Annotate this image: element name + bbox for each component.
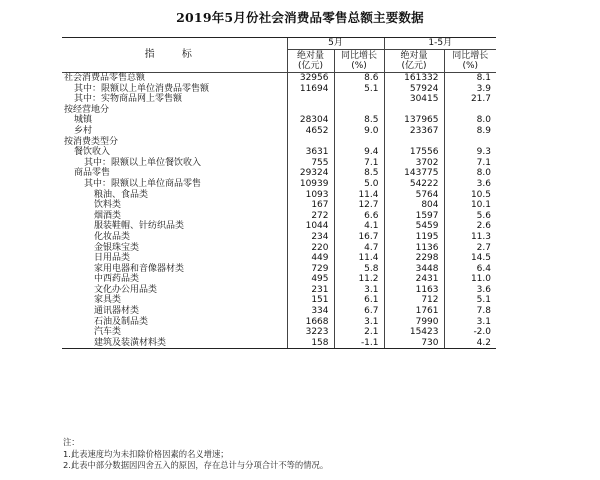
ytd-growth: 2.7	[444, 243, 496, 254]
may-value	[287, 105, 334, 116]
may-growth: 12.7	[334, 200, 384, 211]
may-value: 495	[287, 274, 334, 285]
footnote-2: 2.此表中部分数据因四舍五入的原因，存在总计与分项合计不等的情况。	[63, 460, 329, 470]
period-may-header: 5月	[287, 38, 384, 50]
row-label: 其中：限额以上单位餐饮收入	[84, 157, 202, 168]
may-growth: 8.6	[334, 73, 384, 84]
row-label: 通讯器材类	[94, 306, 140, 317]
ytd-growth: 5.6	[444, 211, 496, 222]
table-row	[62, 179, 496, 190]
may-value: 234	[287, 232, 334, 243]
ytd-value: 17556	[384, 147, 444, 158]
may-value: 167	[287, 200, 334, 211]
may-growth: 7.1	[334, 158, 384, 169]
yoy-header: 同比增长 (%)	[444, 50, 496, 73]
ytd-value: 804	[384, 200, 444, 211]
page-title: 2019年5月份社会消费品零售总额主要数据	[176, 10, 424, 25]
may-value: 220	[287, 243, 334, 254]
may-value: 272	[287, 211, 334, 222]
table-row	[62, 168, 496, 179]
ytd-growth: 2.6	[444, 221, 496, 232]
row-label: 城镇	[74, 115, 93, 126]
table-row	[62, 211, 496, 222]
row-label: 中西药品类	[94, 274, 140, 285]
row-label: 金银珠宝类	[94, 242, 140, 253]
ytd-growth: 14.5	[444, 253, 496, 264]
may-value: 755	[287, 158, 334, 169]
table-row	[62, 285, 496, 296]
ytd-growth: 8.9	[444, 126, 496, 137]
may-value: 1044	[287, 221, 334, 232]
may-growth: 6.1	[334, 295, 384, 306]
table-row	[62, 105, 496, 116]
yoy-header: 同比增长 (%)	[334, 50, 384, 73]
ytd-value: 57924	[384, 84, 444, 95]
ytd-growth: 5.1	[444, 295, 496, 306]
may-value: 1668	[287, 317, 334, 328]
may-growth: 11.2	[334, 274, 384, 285]
indicator-header: 指 标	[62, 38, 287, 73]
may-value: 3223	[287, 327, 334, 338]
ytd-growth: 3.6	[444, 285, 496, 296]
may-growth: 11.4	[334, 190, 384, 201]
ytd-growth: 6.4	[444, 264, 496, 275]
may-growth	[334, 94, 384, 105]
may-value: 231	[287, 285, 334, 296]
may-growth: 5.8	[334, 264, 384, 275]
ytd-growth: -2.0	[444, 327, 496, 338]
table-row	[62, 327, 496, 338]
row-label: 社会消费品零售总额	[64, 73, 146, 83]
ytd-value: 1761	[384, 306, 444, 317]
ytd-value: 137965	[384, 115, 444, 126]
footnote-title: 注：	[63, 437, 80, 447]
table-body	[62, 73, 496, 349]
table-row	[62, 158, 496, 169]
may-growth: 6.7	[334, 306, 384, 317]
ytd-growth: 21.7	[444, 94, 496, 105]
may-value: 32956	[287, 73, 334, 84]
may-growth: 9.0	[334, 126, 384, 137]
table-row	[62, 84, 496, 95]
may-value: 29324	[287, 168, 334, 179]
ytd-value: 54222	[384, 179, 444, 190]
may-value: 334	[287, 306, 334, 317]
table-row	[62, 221, 496, 232]
row-label: 餐饮收入	[74, 147, 111, 158]
may-growth	[334, 105, 384, 116]
row-label: 商品零售	[74, 168, 111, 179]
row-label: 建筑及装潢材料类	[62, 338, 287, 349]
ytd-growth	[444, 105, 496, 116]
ytd-growth: 8.0	[444, 115, 496, 126]
table-row	[62, 317, 496, 328]
table-row	[62, 274, 496, 285]
may-value: 3631	[287, 147, 334, 158]
table-row	[62, 295, 496, 306]
row-label: 按经营地分	[64, 104, 110, 115]
row-label: 汽车类	[94, 327, 122, 338]
may-growth: -1.1	[334, 338, 384, 349]
row-label: 其中：实物商品网上零售额	[74, 94, 183, 105]
row-label: 饮料类	[94, 200, 122, 211]
may-growth: 6.6	[334, 211, 384, 222]
may-value: 4652	[287, 126, 334, 137]
row-label: 家具类	[94, 295, 122, 306]
ytd-value: 5764	[384, 190, 444, 201]
table-row	[62, 94, 496, 105]
may-value: 28304	[287, 115, 334, 126]
ytd-growth: 11.3	[444, 232, 496, 243]
ytd-growth: 10.1	[444, 200, 496, 211]
row-label: 文化办公用品类	[94, 284, 158, 295]
row-label: 日用品类	[94, 253, 131, 264]
abs-value-header: 绝对量 (亿元)	[287, 50, 334, 73]
may-growth: 4.7	[334, 243, 384, 254]
ytd-growth: 8.0	[444, 168, 496, 179]
ytd-value: 5459	[384, 221, 444, 232]
table-row	[62, 147, 496, 158]
ytd-value: 3702	[384, 158, 444, 169]
row-label: 家用电器和音像器材类	[94, 263, 185, 274]
row-label: 其中：限额以上单位商品零售	[84, 178, 202, 189]
table-row	[62, 115, 496, 126]
ytd-value: 1136	[384, 243, 444, 254]
row-label: 服装鞋帽、针纺织品类	[94, 221, 185, 232]
ytd-value: 1195	[384, 232, 444, 243]
may-value: 1093	[287, 190, 334, 201]
may-value	[287, 94, 334, 105]
ytd-value	[384, 105, 444, 116]
may-growth: 9.4	[334, 147, 384, 158]
ytd-growth: 4.2	[444, 338, 496, 349]
ytd-value: 2431	[384, 274, 444, 285]
ytd-growth: 7.8	[444, 306, 496, 317]
table-row	[62, 264, 496, 275]
footnotes	[63, 437, 328, 472]
ytd-value: 161332	[384, 73, 444, 84]
ytd-growth: 9.3	[444, 147, 496, 158]
ytd-value: 15423	[384, 327, 444, 338]
row-label: 石油及制品类	[94, 316, 149, 327]
row-label: 按消费类型分	[64, 136, 119, 147]
table-row	[62, 137, 496, 148]
ytd-value: 1597	[384, 211, 444, 222]
may-value: 10939	[287, 179, 334, 190]
ytd-growth: 7.1	[444, 158, 496, 169]
row-label: 其中：限额以上单位消费品零售额	[74, 83, 210, 94]
table-row	[62, 200, 496, 211]
may-value: 729	[287, 264, 334, 275]
may-growth: 4.1	[334, 221, 384, 232]
ytd-growth: 11.0	[444, 274, 496, 285]
may-growth: 11.4	[334, 253, 384, 264]
may-value	[287, 137, 334, 148]
may-value: 11694	[287, 84, 334, 95]
ytd-value: 7990	[384, 317, 444, 328]
ytd-value: 23367	[384, 126, 444, 137]
footnote-1: 1.此表速度均为未扣除价格因素的名义增速；	[63, 448, 229, 459]
may-growth: 3.1	[334, 317, 384, 328]
may-growth: 8.5	[334, 115, 384, 126]
ytd-value: 1163	[384, 285, 444, 296]
table-row	[62, 253, 496, 264]
ytd-growth: 3.1	[444, 317, 496, 328]
may-value: 158	[287, 338, 334, 349]
ytd-growth: 8.1	[444, 73, 496, 84]
table-row	[62, 126, 496, 137]
table-row	[62, 243, 496, 254]
retail-sales-table	[62, 37, 496, 349]
row-label: 化妆品类	[94, 231, 131, 242]
abs-value-header: 绝对量 (亿元)	[384, 50, 444, 73]
ytd-growth: 10.5	[444, 190, 496, 201]
may-value: 151	[287, 295, 334, 306]
period-jan-may-header: 1-5月	[384, 38, 496, 50]
ytd-growth	[444, 137, 496, 148]
may-growth: 5.0	[334, 179, 384, 190]
may-growth: 5.1	[334, 84, 384, 95]
may-value: 449	[287, 253, 334, 264]
ytd-growth: 3.6	[444, 179, 496, 190]
table-row	[62, 232, 496, 243]
ytd-value: 143775	[384, 168, 444, 179]
may-growth: 8.5	[334, 168, 384, 179]
row-label: 烟酒类	[94, 210, 122, 221]
ytd-value: 3448	[384, 264, 444, 275]
ytd-value: 30415	[384, 94, 444, 105]
ytd-value: 2298	[384, 253, 444, 264]
row-label: 粮油、食品类	[94, 189, 149, 200]
may-growth: 3.1	[334, 285, 384, 296]
table-row	[62, 73, 496, 84]
table-row	[62, 306, 496, 317]
table-row	[62, 190, 496, 201]
may-growth: 2.1	[334, 327, 384, 338]
ytd-value: 730	[384, 338, 444, 349]
may-growth	[334, 137, 384, 148]
row-label: 乡村	[74, 125, 93, 136]
may-growth: 16.7	[334, 232, 384, 243]
ytd-value: 712	[384, 295, 444, 306]
ytd-value	[384, 137, 444, 148]
table-row	[62, 338, 496, 349]
ytd-growth: 3.9	[444, 84, 496, 95]
